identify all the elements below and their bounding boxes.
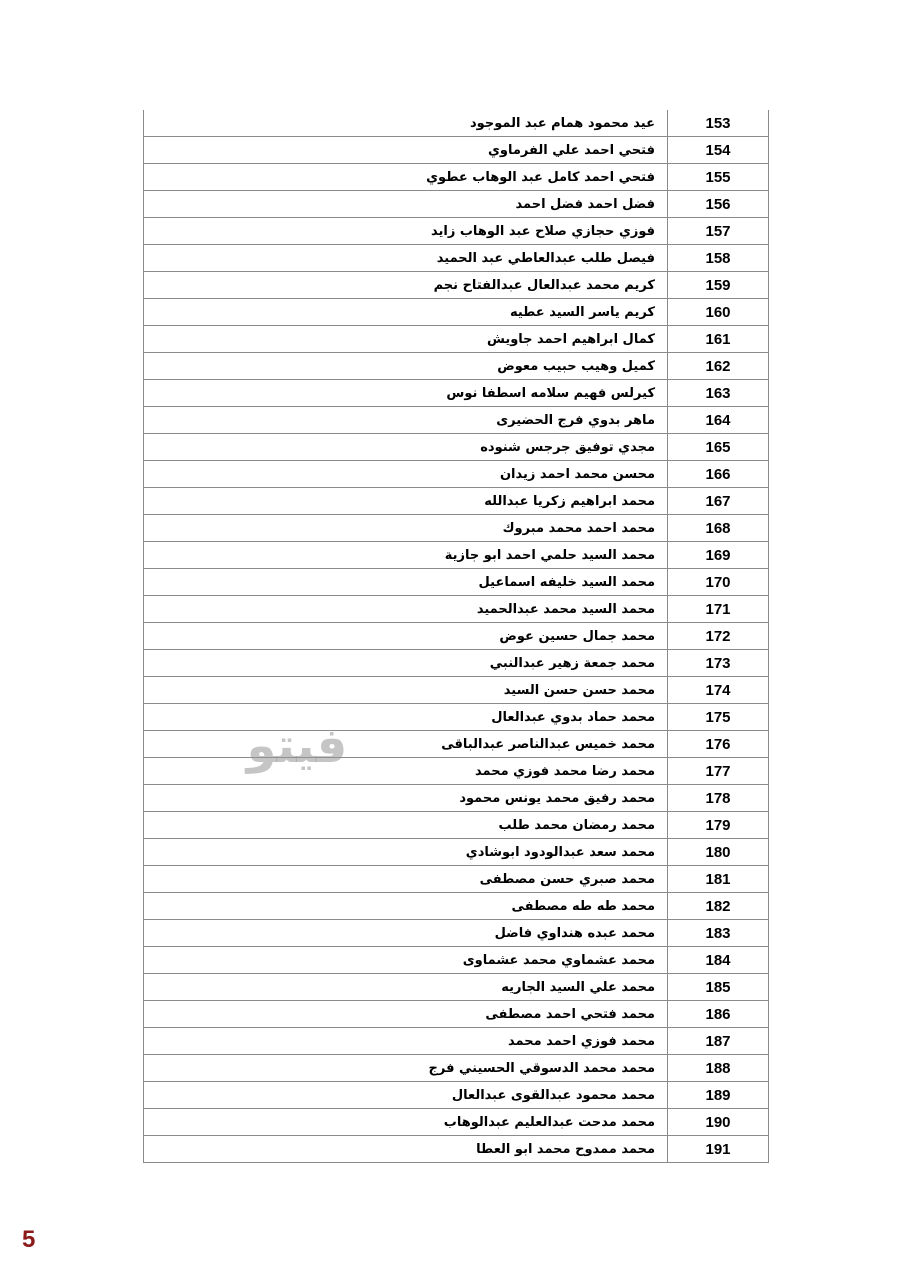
- table-row: [144, 164, 769, 191]
- row-name: محمد السيد خليفه اسماعيل: [144, 569, 668, 596]
- table-row: [144, 785, 769, 812]
- row-number: 164: [668, 407, 769, 434]
- row-name: محمد صبري حسن مصطفى: [144, 866, 668, 893]
- table-row: [144, 650, 769, 677]
- row-number: 158: [668, 245, 769, 272]
- table-row: [144, 434, 769, 461]
- row-name: محمد رفيق محمد يونس محمود: [144, 785, 668, 812]
- table-row: [144, 569, 769, 596]
- row-name: محمد عشماوي محمد عشماوى: [144, 947, 668, 974]
- row-name: عيد محمود همام عبد الموجود: [144, 110, 668, 137]
- row-number: 173: [668, 650, 769, 677]
- row-name: محمد فوزي احمد محمد: [144, 1028, 668, 1055]
- row-name: فتحي احمد كامل عبد الوهاب عطوي: [144, 164, 668, 191]
- row-number: 171: [668, 596, 769, 623]
- table-row: [144, 461, 769, 488]
- page-number: 5: [22, 1226, 36, 1253]
- row-number: 174: [668, 677, 769, 704]
- row-number: 163: [668, 380, 769, 407]
- row-number: 172: [668, 623, 769, 650]
- row-name: محمد رمضان محمد طلب: [144, 812, 668, 839]
- row-name: كمال ابراهيم احمد جاويش: [144, 326, 668, 353]
- row-number: 183: [668, 920, 769, 947]
- row-number: 153: [668, 110, 769, 137]
- row-number: 187: [668, 1028, 769, 1055]
- row-name: فتحي احمد علي الفرماوي: [144, 137, 668, 164]
- row-number: 168: [668, 515, 769, 542]
- row-number: 165: [668, 434, 769, 461]
- row-number: 155: [668, 164, 769, 191]
- row-number: 189: [668, 1082, 769, 1109]
- row-number: 179: [668, 812, 769, 839]
- row-name: كريم محمد عبدالعال عبدالفتاح نجم: [144, 272, 668, 299]
- row-name: محمد احمد محمد مبروك: [144, 515, 668, 542]
- table-row: [144, 110, 769, 137]
- table-row: [144, 893, 769, 920]
- row-number: 161: [668, 326, 769, 353]
- row-name: محمد خميس عبدالناصر عبدالباقى: [144, 731, 668, 758]
- table-row: [144, 1001, 769, 1028]
- watermark-logo: فيتو: [246, 718, 348, 774]
- row-number: 190: [668, 1109, 769, 1136]
- table-row: [144, 1136, 769, 1163]
- table-row: [144, 245, 769, 272]
- table-row: [144, 488, 769, 515]
- row-name: محمد جمعة زهير عبدالنبي: [144, 650, 668, 677]
- row-name: محمد حسن حسن السيد: [144, 677, 668, 704]
- table-row: [144, 920, 769, 947]
- table-row: [144, 272, 769, 299]
- row-name: محمد ابراهيم زكريا عبدالله: [144, 488, 668, 515]
- table-row: [144, 326, 769, 353]
- table-row: [144, 623, 769, 650]
- table-row: [144, 839, 769, 866]
- table-row: [144, 191, 769, 218]
- row-name: كميل وهيب حبيب معوض: [144, 353, 668, 380]
- table-row: [144, 974, 769, 1001]
- row-number: 177: [668, 758, 769, 785]
- table-row: [144, 677, 769, 704]
- names-table: [143, 110, 769, 1163]
- row-number: 159: [668, 272, 769, 299]
- row-number: 184: [668, 947, 769, 974]
- row-number: 176: [668, 731, 769, 758]
- row-number: 188: [668, 1055, 769, 1082]
- row-name: محمد محمد الدسوقي الحسيني فرج: [144, 1055, 668, 1082]
- row-name: فيصل طلب عبدالعاطي عبد الحميد: [144, 245, 668, 272]
- row-name: محمد رضا محمد فوزي محمد: [144, 758, 668, 785]
- table-row: [144, 353, 769, 380]
- row-number: 167: [668, 488, 769, 515]
- row-number: 182: [668, 893, 769, 920]
- table-row: [144, 596, 769, 623]
- row-number: 162: [668, 353, 769, 380]
- row-name: محمد السيد حلمي احمد ابو جازية: [144, 542, 668, 569]
- row-number: 154: [668, 137, 769, 164]
- row-number: 157: [668, 218, 769, 245]
- table-row: [144, 812, 769, 839]
- row-name: فوزي حجازي صلاح عبد الوهاب زايد: [144, 218, 668, 245]
- table-row: [144, 947, 769, 974]
- names-table-body: [144, 110, 769, 1163]
- table-row: [144, 218, 769, 245]
- row-number: 156: [668, 191, 769, 218]
- row-name: محسن محمد احمد زيدان: [144, 461, 668, 488]
- row-name: محمد السيد محمد عبدالحميد: [144, 596, 668, 623]
- row-name: مجدي توفيق جرجس شنوده: [144, 434, 668, 461]
- table-row: [144, 866, 769, 893]
- row-number: 178: [668, 785, 769, 812]
- row-name: محمد طه طه مصطفى: [144, 893, 668, 920]
- table-row: [144, 1109, 769, 1136]
- table-row: [144, 542, 769, 569]
- row-number: 180: [668, 839, 769, 866]
- row-number: 175: [668, 704, 769, 731]
- row-number: 160: [668, 299, 769, 326]
- table-row: [144, 1082, 769, 1109]
- row-number: 186: [668, 1001, 769, 1028]
- table-row: [144, 407, 769, 434]
- row-name: محمد علي السيد الجاريه: [144, 974, 668, 1001]
- row-number: 191: [668, 1136, 769, 1163]
- row-number: 166: [668, 461, 769, 488]
- row-name: كيرلس فهيم سلامه اسطفا نوس: [144, 380, 668, 407]
- row-name: محمد محمود عبدالقوى عبدالعال: [144, 1082, 668, 1109]
- row-number: 170: [668, 569, 769, 596]
- row-name: محمد سعد عبدالودود ابوشادي: [144, 839, 668, 866]
- row-name: محمد عبده هنداوي فاضل: [144, 920, 668, 947]
- row-name: محمد ممدوح محمد ابو العطا: [144, 1136, 668, 1163]
- table-row: [144, 1055, 769, 1082]
- row-name: ماهر بدوي فرج الحضيرى: [144, 407, 668, 434]
- table-row: [144, 299, 769, 326]
- row-name: فضل احمد فضل احمد: [144, 191, 668, 218]
- row-number: 185: [668, 974, 769, 1001]
- row-name: محمد مدحت عبدالعليم عبدالوهاب: [144, 1109, 668, 1136]
- row-number: 181: [668, 866, 769, 893]
- table-row: [144, 137, 769, 164]
- table-row: [144, 380, 769, 407]
- table-row: [144, 515, 769, 542]
- table-row: [144, 1028, 769, 1055]
- row-name: محمد جمال حسين عوض: [144, 623, 668, 650]
- row-name: محمد حماد بدوي عبدالعال: [144, 704, 668, 731]
- row-number: 169: [668, 542, 769, 569]
- row-name: كريم ياسر السيد عطيه: [144, 299, 668, 326]
- row-name: محمد فتحي احمد مصطفى: [144, 1001, 668, 1028]
